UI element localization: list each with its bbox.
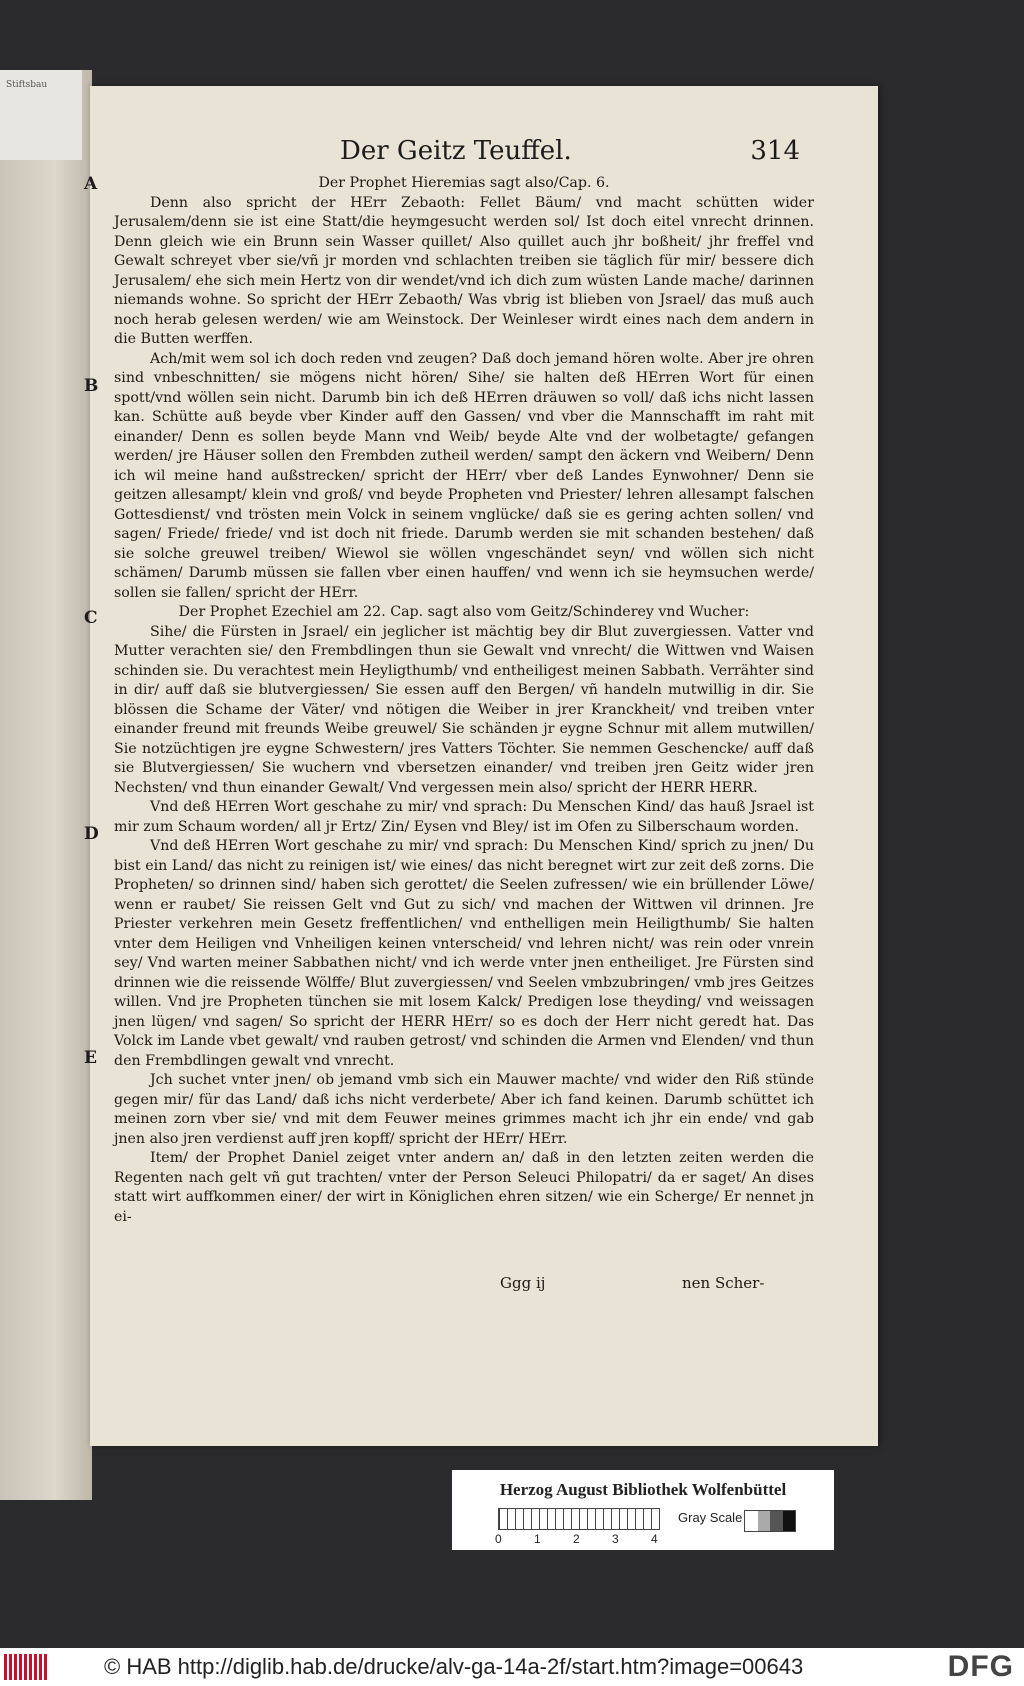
margin-letter-e: E (84, 1048, 97, 1068)
margin-letter-a: A (84, 174, 98, 194)
page-number: 314 (750, 136, 800, 166)
margin-letter-c: C (84, 608, 98, 628)
body-paragraph: Item/ der Prophet Daniel zeiget vnter andern an/ daß in den letzten zeiten werden die Regenten nach gelt vñ gut trachten/ vnter der Person Seleuci Philopatri/ da er saget/ An dises statt wirt auffkommen einer/ der wirt in Königlichen ehren sitzen/ wie ein Scherge/ Er nennet jn ei- (114, 1150, 814, 1225)
margin-letter-b: B (84, 376, 99, 396)
running-header (340, 136, 800, 172)
body-paragraph: Denn also spricht der HErr Zebaoth: Fellet Bäum/ vnd macht schütten wider Jerusalem/denn sie ist eine Statt/die heymgesucht werden sol/ Ist doch eitel vnrecht drinnen. Denn gleich wie ein Brunn sein Wasser quillet/ Also quillet auch jhr boßheit/ jhr freffel vnd Gewalt schreyet vber sie/vñ jr morden vnd schlachten treiben sie täglich für mir/ bessere dich Jerusalem/ ehe sich mein Hertz von dir wendet/vnd ich dich zum wüsten Lande mache/ darinnen niemands wohne. So spricht der HErr Zebaoth/ Was vbrig ist blieben von Jsrael/ das muß auch noch herab gelesen werden/ wie am Weinstock. Der Weinleser wirdt eines nach dem andern in die Butten werffen. (114, 194, 814, 347)
catchword: nen Scher- (682, 1274, 765, 1292)
margin-letter-d: D (84, 824, 99, 844)
ruler-number: 3 (612, 1532, 619, 1546)
page-body (114, 174, 814, 1227)
left-page-text: Stiftsbau (6, 80, 48, 90)
ruler-number: 1 (534, 1532, 541, 1546)
scale-ruler (498, 1508, 660, 1530)
section-heading: Der Prophet Hieremias sagt also/Cap. 6. (318, 175, 610, 191)
dfg-logo: DFG (947, 1650, 1014, 1683)
body-paragraph: Ach/mit wem sol ich doch reden vnd zeugen? Daß doch jemand hören wolte. Aber jre ohren sind vnbeschnitten/ sie mögens nicht hören/ Sihe/ sie halten deß HErren Wort für einen spott/vnd wöllen sein nicht. Darumb bin ich deß HErren dräuwen so voll/ daß ichs nicht lassen kan. Schütte auß beyde vber Kinder auff den Gassen/ vnd vber die Mannschafft im raht mit einander/ Denn es sollen beyde Mann vnd Weib/ beyde Alte vnd der wolbetagte/ gefangen werden/ jre Häuser sollen den Frembden zutheil werden/ sampt den äckern vnd Weibern/ Denn ich wil meine hand außstrecken/ spricht der HErr/ vber deß Landes Eynwohner/ Denn sie geitzen allesampt/ klein vnd groß/ vnd beyde Propheten vnd Priester/ lehren allesampt falschen Gottesdienst/ vnd trösten mein Volck in seinem vnglücke/ daß sie es gering achten sollen/ vnd sagen/ Friede/ friede/ vnd ist doch nit friede. Darumb werden sie mit schanden bestehen/ daß sie solche greuwel treiben/ Wiewol sie wöllen vngeschändet seyn/ vnd wöllen sich nicht schämen/ Darumb müssen sie fallen vber einen hauffen/ vnd wenn ich sie heymsuchen werde/ sollen sie fallen/ spricht der HErr. (114, 350, 814, 601)
gray-scale-label: Gray Scale (678, 1510, 743, 1525)
gray-swatch (758, 1511, 771, 1531)
book-page (84, 86, 878, 1446)
gray-swatch (745, 1511, 758, 1531)
body-paragraph: Sihe/ die Fürsten in Jsrael/ ein jeglicher ist mächtig bey dir Blut zuvergiessen. Vatter vnd Mutter verachten sie/ den Frembdlingen thun sie Gewalt vnd vnrecht/ die Wittwen vnd Waisen schinden sie. Du verachtest mein Heyligthumb/ vnd entheiligest meinen Sabbath. Verrähter sind in dir/ auff daß sie blutvergiessen/ Sie essen auff den Bergen/ vñ handeln mutwillig in dir. Sie blössen die Schame der Väter/ vnd nötigen die Weiber in jrer Kranckheit/ vnd treiben vnter einander freund mit freunds Weibe greuwel/ Sie schänden jr eygne Schnur mit allem mutwillen/ Sie notzüchtigen jre eygne Schwestern/ jres Vatters Töchter. Sie nemmen Geschencke/ auff daß sie Blutvergiessen/ Sie wuchern vnd vbersetzen einander/ vnd treiben jren Geitz wider jren Nechsten/ vnd thun einander Gewalt/ Vnd vergessen mein also/ spricht der HERR HERR. (114, 623, 814, 796)
ruler-number: 2 (573, 1532, 580, 1546)
footer-bar (0, 1648, 1024, 1686)
gray-swatch (783, 1511, 796, 1531)
gray-swatch (770, 1511, 783, 1531)
body-paragraph: Vnd deß HErren Wort geschahe zu mir/ vnd sprach: Du Menschen Kind/ das hauß Jsrael ist mir zum Schaum worden/ all jr Ertz/ Zin/ Eysen vnd Bley/ ist im Ofen zu Silberschaum worden. (114, 799, 814, 835)
library-card (452, 1470, 834, 1550)
ruler-number: 0 (495, 1532, 502, 1546)
body-paragraph: Vnd deß HErren Wort geschahe zu mir/ vnd sprach: Du Menschen Kind/ sprich zu jnen/ Du bist ein Land/ das nicht zu reinigen ist/ wie eines/ das nicht beregnet wirt zur zeit deß zorns. Die Propheten/ so drinnen sind/ haben sich gerottet/ die Seelen zufressen/ wie ein brüllender Löwe/ wenn er raubet/ Sie reissen Gelt vnd Gut zu sich/ vnd machen der Wittwen vil drinnen. Jre Priester verkehren mein Gesetz freffentlichen/ vnd enthelligen mein Heiligthumb/ Sie halten vnter dem Heiligen vnd Vnheiligen keinen vnterscheid/ vnd lehren nicht/ was rein oder vnrein sey/ Vnd warten meiner Sabbathen nicht/ vnd ich werde vnter jnen entheiliget. Jre Fürsten sind drinnen wie die reissende Wölffe/ Blut zuvergiessen/ vnd Seelen vmbzubringen/ vmb jres Geitzes willen. Vnd jre Propheten tünchen sie mit losem Kalck/ Predigen lose theyding/ vnd weissagen jnen lügen/ vnd sagen/ So spricht der HERR HErr/ so es doch der Herr nicht geredt hat. Das Volck im Lande vbet gewalt/ vnd rauben getrost/ vnd schinden die Armen vnd Elenden/ vnd thun den Frembdlingen gewalt vnd vnrecht. (114, 838, 814, 1069)
header-title: Der Geitz Teuffel. (340, 136, 572, 166)
body-paragraph: Jch suchet vnter jnen/ ob jemand vmb sich ein Mauwer machte/ vnd wider den Riß stünde gegen mir/ für das Land/ daß ichs nicht verderbete/ Aber ich fand keinen. Darumb schüttet ich meinen zorn vber sie/ vnd mit dem Feuwer meines grimmes macht ich jhr ein ende/ vnd gab jnen also jren verdienst auff jren kopff/ spricht der HErr/ HErr. (114, 1072, 814, 1147)
left-page-strip (0, 70, 82, 160)
hab-barcode-icon (4, 1654, 48, 1680)
signature-mark: Ggg ij (500, 1274, 546, 1292)
section-heading: Der Prophet Ezechiel am 22. Cap. sagt also vom Geitz/Schinderey vnd Wucher: (178, 604, 750, 620)
gray-scale-swatches (744, 1510, 796, 1532)
ruler-number: 4 (651, 1532, 658, 1546)
left-page-edge (0, 70, 92, 1500)
library-name: Herzog August Bibliothek Wolfenbüttel (499, 1480, 787, 1499)
footer-url[interactable]: © HAB http://diglib.hab.de/drucke/alv-ga-14a-2f/start.htm?image=00643 (104, 1654, 804, 1679)
